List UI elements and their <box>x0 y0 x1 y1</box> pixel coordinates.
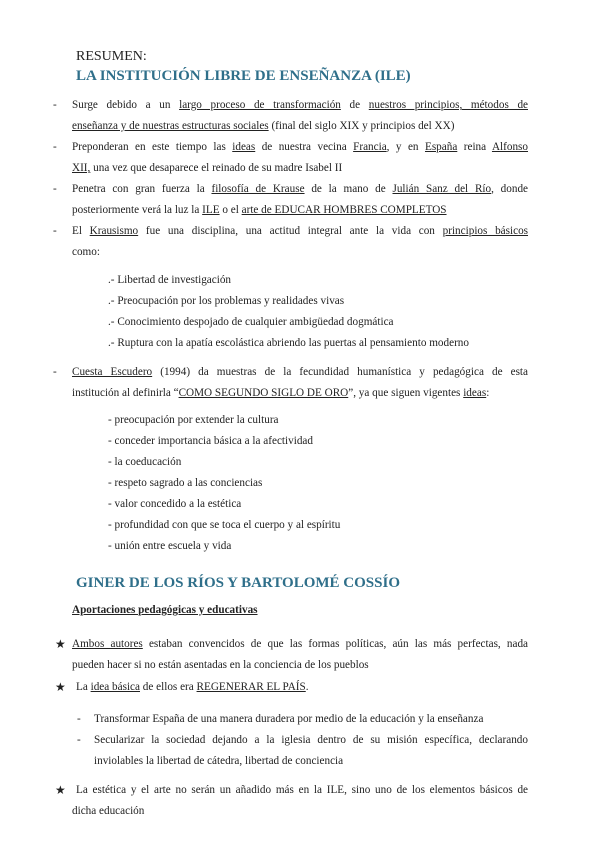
underlined-text: enseñanza y de nuestras estructuras sociales <box>72 120 269 132</box>
text: o el <box>222 204 239 216</box>
star-bullet-icon: ★ <box>55 637 66 651</box>
text: , donde <box>491 183 529 195</box>
text: fue una disciplina, una actitud integral ante la vida con <box>145 225 435 237</box>
bullet-dash: - <box>53 141 57 153</box>
vigentes-item: - profundidad con que se toca el cuerpo y al espíritu <box>108 519 341 531</box>
bullet-1-line-1 <box>72 95 528 116</box>
text: : <box>486 387 490 399</box>
underlined-text: COMO SEGUNDO SIGLO DE ORO <box>178 387 349 399</box>
page-title: LA INSTITUCIÓN LIBRE DE ENSEÑANZA (ILE) <box>76 68 411 84</box>
bullet-2-line-2 <box>72 158 342 179</box>
star-item-1-line-1 <box>72 634 528 655</box>
text: institución al definirla “ <box>72 387 179 399</box>
vigentes-item: - conceder importancia básica a la afectividad <box>108 435 313 447</box>
text: (final del siglo XIX y principios del XX) <box>271 120 455 132</box>
bullet-1-line-2 <box>72 116 454 137</box>
bullet-dash: - <box>53 366 57 378</box>
vigentes-item: - respeto sagrado a las conciencias <box>108 477 263 489</box>
text: ”, ya que siguen vigentes <box>348 387 461 399</box>
krausismo-item: .- Ruptura con la apatía escolástica abriendo las puertas al pensamiento moderno <box>108 337 469 349</box>
text: Penetra con gran fuerza la <box>72 183 205 195</box>
section-subtitle: Aportaciones pedagógicas y educativas <box>72 604 258 616</box>
bullet-4-line-1 <box>72 221 528 242</box>
krausismo-item: .- Libertad de investigación <box>108 274 232 286</box>
text: de <box>349 99 361 111</box>
text: La <box>76 681 88 693</box>
underlined-text: principios básicos <box>442 225 529 237</box>
underlined-text: largo proceso de transformación <box>179 99 341 111</box>
vigentes-item: - unión entre escuela y vida <box>108 540 232 552</box>
text: reina <box>463 141 487 153</box>
star-item-3-line-2: dicha educación <box>72 805 145 817</box>
underlined-text: Cuesta Escudero <box>72 366 153 378</box>
underlined-text: Ambos autores <box>72 638 143 650</box>
vigentes-item: - preocupación por extender la cultura <box>108 414 279 426</box>
star-2-subitem: Transformar España de una manera duradera por medio de la educación y la enseñanza <box>94 713 484 725</box>
bullet-dash: - <box>53 225 57 237</box>
bullet-3-line-2 <box>72 200 447 221</box>
underlined-text: Alfonso <box>491 141 529 153</box>
krausismo-item: .- Preocupación por los problemas y realidades vivas <box>108 295 345 307</box>
bullet-dash: - <box>53 183 57 195</box>
underlined-text: idea básica <box>90 681 140 693</box>
underlined-text: España <box>424 141 458 153</box>
text: , y en <box>386 141 419 153</box>
underlined-text: ideas <box>463 387 487 399</box>
text: de ellos era <box>142 681 194 693</box>
section-title: GINER DE LOS RÍOS Y BARTOLOMÉ COSSÍO <box>76 575 400 591</box>
text: Preponderan en este tiempo las <box>72 141 226 153</box>
star-bullet-icon: ★ <box>55 783 66 797</box>
star-item-3-line-1: La estética y el arte no serán un añadido más en la ILE, sino uno de los elementos básicos de <box>76 784 528 796</box>
star-2-subitem-cont: inviolables la libertad de cátedra, libertad de conciencia <box>94 755 344 767</box>
star-2-subitem: Secularizar la sociedad dejando a la iglesia dentro de su misión específica, declarando <box>94 734 528 746</box>
resumen-label: RESUMEN: <box>76 49 147 64</box>
text: Surge debido a un <box>72 99 171 111</box>
text: estaban convencidos de que las formas políticas, aún las más perfectas, nada <box>148 638 529 650</box>
text: El <box>72 225 82 237</box>
underlined-text: Krausismo <box>89 225 139 237</box>
underlined-text: nuestros principios, métodos de <box>368 99 529 111</box>
text: de la mano de <box>311 183 386 195</box>
underlined-text: ideas <box>232 141 256 153</box>
star-item-1-line-2: pueden hacer si no están asentadas en la conciencia de los pueblos <box>72 659 369 671</box>
underlined-text: Julián Sanz del Río <box>392 183 492 195</box>
text: (1994) da muestras de la fecundidad humanística y pedagógica de esta <box>160 366 529 378</box>
bullet-5-line-1 <box>72 362 528 383</box>
bullet-dash: - <box>53 99 57 111</box>
bullet-5-line-2 <box>72 383 489 404</box>
text: de nuestra vecina <box>261 141 347 153</box>
vigentes-item: - valor concedido a la estética <box>108 498 242 510</box>
star-item-2 <box>76 677 309 698</box>
underlined-text: REGENERAR EL PAÍS <box>196 681 306 693</box>
bullet-2-line-1 <box>72 137 528 158</box>
bullet-4-line-2: como: <box>72 246 100 258</box>
underlined-text: filosofía de Krause <box>211 183 305 195</box>
bullet-3-line-1 <box>72 179 528 200</box>
krausismo-item: .- Conocimiento despojado de cualquier ambigüedad dogmática <box>108 316 394 328</box>
sub-bullet-dash: - <box>77 734 81 746</box>
sub-bullet-dash: - <box>77 713 81 725</box>
underlined-text: Francia <box>353 141 387 153</box>
underlined-text: arte de EDUCAR HOMBRES COMPLETOS <box>241 204 447 216</box>
vigentes-item: - la coeducación <box>108 456 182 468</box>
text: . <box>305 681 309 693</box>
text: posteriormente verá la luz la <box>72 204 200 216</box>
star-bullet-icon: ★ <box>55 680 66 694</box>
underlined-text: ILE <box>202 204 220 216</box>
text: una vez que desaparece el reinado de su madre Isabel II <box>93 162 343 174</box>
underlined-text: XII, <box>72 162 91 174</box>
